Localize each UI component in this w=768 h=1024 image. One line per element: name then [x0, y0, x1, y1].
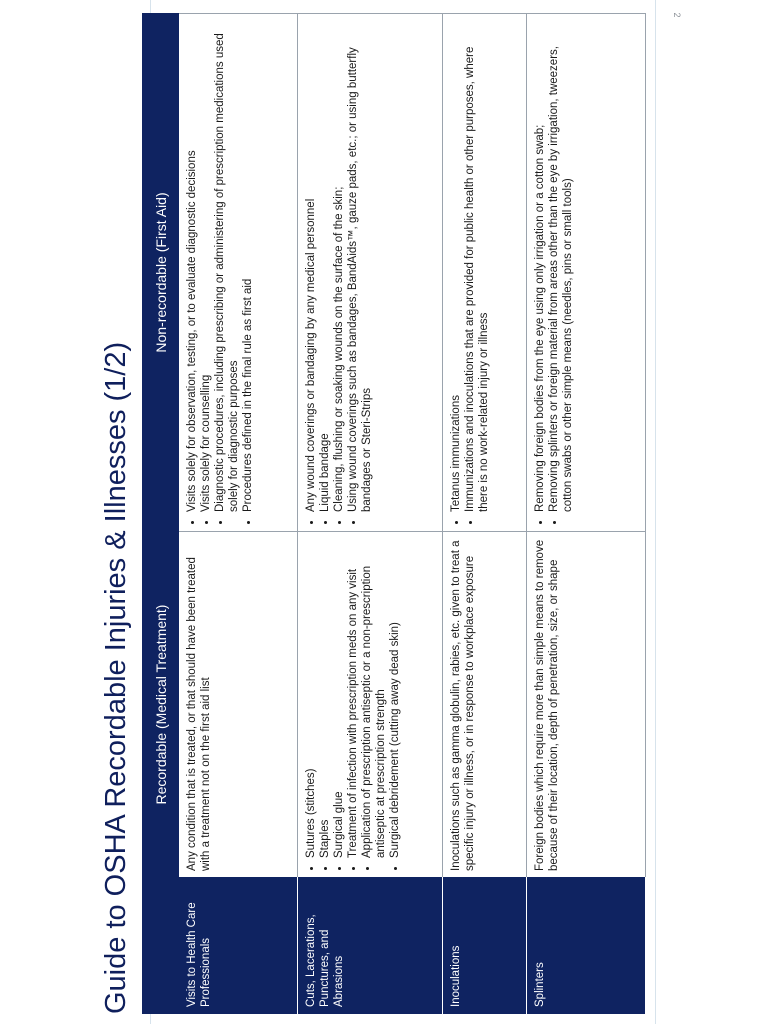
recordable-cell: Foreign bodies which require more than simple means to remove because of their location, depth of penetration, size, or shape — [527, 532, 646, 878]
list-item: • Sutures (stitches) — [304, 538, 318, 858]
bullet-list — [304, 20, 374, 525]
non-recordable-cell — [298, 14, 443, 532]
row-label-inoculations: Inoculations — [443, 878, 527, 1014]
list-item: • Cleaning, flushing or soaking wounds on the surface of the skin; — [332, 20, 346, 512]
non-recordable-cell — [527, 14, 646, 532]
row-label-cuts: Cuts, Lacerations, Punctures, and Abrasions — [298, 878, 443, 1014]
bullet-list — [533, 20, 575, 525]
non-recordable-cell — [179, 14, 298, 532]
recordable-cell: Inoculations such as gamma globulin, rabies, etc. given to treat a specific injury or illness, or in response to workplace exposure — [443, 532, 527, 878]
list-item: • Liquid bandage — [318, 20, 332, 512]
bullet-list — [449, 20, 491, 525]
table-row — [443, 14, 527, 1014]
table-row — [179, 14, 298, 1014]
table-header-row — [143, 14, 179, 1014]
list-item: • Treatment of infection with prescription meds on any visit — [346, 538, 360, 858]
list-item: • Visits solely for observation, testing, or to evaluate diagnostic decisions — [185, 20, 199, 512]
table-row — [298, 14, 443, 1014]
list-item: • Using wound coverings such as bandages, BandAids™, gauze pads, etc.; or using butterfly bandages or Steri-Strips — [346, 20, 374, 512]
list-item: • Application of prescription antiseptic or a non-prescription antiseptic at prescription strength — [360, 538, 388, 858]
list-item: • Removing foreign bodies from the eye using only irrigation or a cotton swab; — [533, 20, 547, 512]
header-category — [143, 878, 179, 1014]
list-item: • Removing splinters or foreign material from areas other than the eye by irrigation, tweezers, cotton swabs or other simple means (needles, pins or small tools) — [547, 20, 575, 512]
list-item: • Any wound coverings or bandaging by any medical personnel — [304, 20, 318, 512]
row-label-visits: Visits to Health Care Professionals — [179, 878, 298, 1014]
list-item: • Surgical glue — [332, 538, 346, 858]
rotated-slide — [95, 14, 645, 1014]
page-title: Guide to OSHA Recordable Injuries & Illnesses (1/2) — [100, 341, 132, 1014]
recordable-cell — [298, 532, 443, 878]
osha-guide-table — [142, 13, 646, 1014]
header-recordable: Recordable (Medical Treatment) — [143, 532, 179, 878]
list-item: • Tetanus immunizations — [449, 20, 463, 512]
list-item: • Procedures defined in the final rule as first aid — [241, 20, 255, 512]
bullet-list — [304, 538, 402, 871]
list-item: • Surgical debridement (cutting away dead skin) — [388, 538, 402, 858]
list-item: • Diagnostic procedures, including prescribing or administering of prescription medications used solely for diagnostic purposes — [213, 20, 241, 512]
recordable-cell: Any condition that is treated, or that should have been treated with a treatment not on the first aid list — [179, 532, 298, 878]
row-label-splinters: Splinters — [527, 878, 646, 1014]
non-recordable-cell — [443, 14, 527, 532]
list-item: • Visits solely for counselling — [199, 20, 213, 512]
list-item: • Staples — [318, 538, 332, 858]
page-border-right — [655, 0, 656, 1024]
page-number: 2 — [672, 12, 682, 18]
table-row — [527, 14, 646, 1014]
header-non-recordable: Non-recordable (First Aid) — [143, 14, 179, 532]
bullet-list — [185, 20, 255, 525]
list-item: • Immunizations and inoculations that are provided for public health or other purposes, where there is no work-related injury or illness — [463, 20, 491, 512]
